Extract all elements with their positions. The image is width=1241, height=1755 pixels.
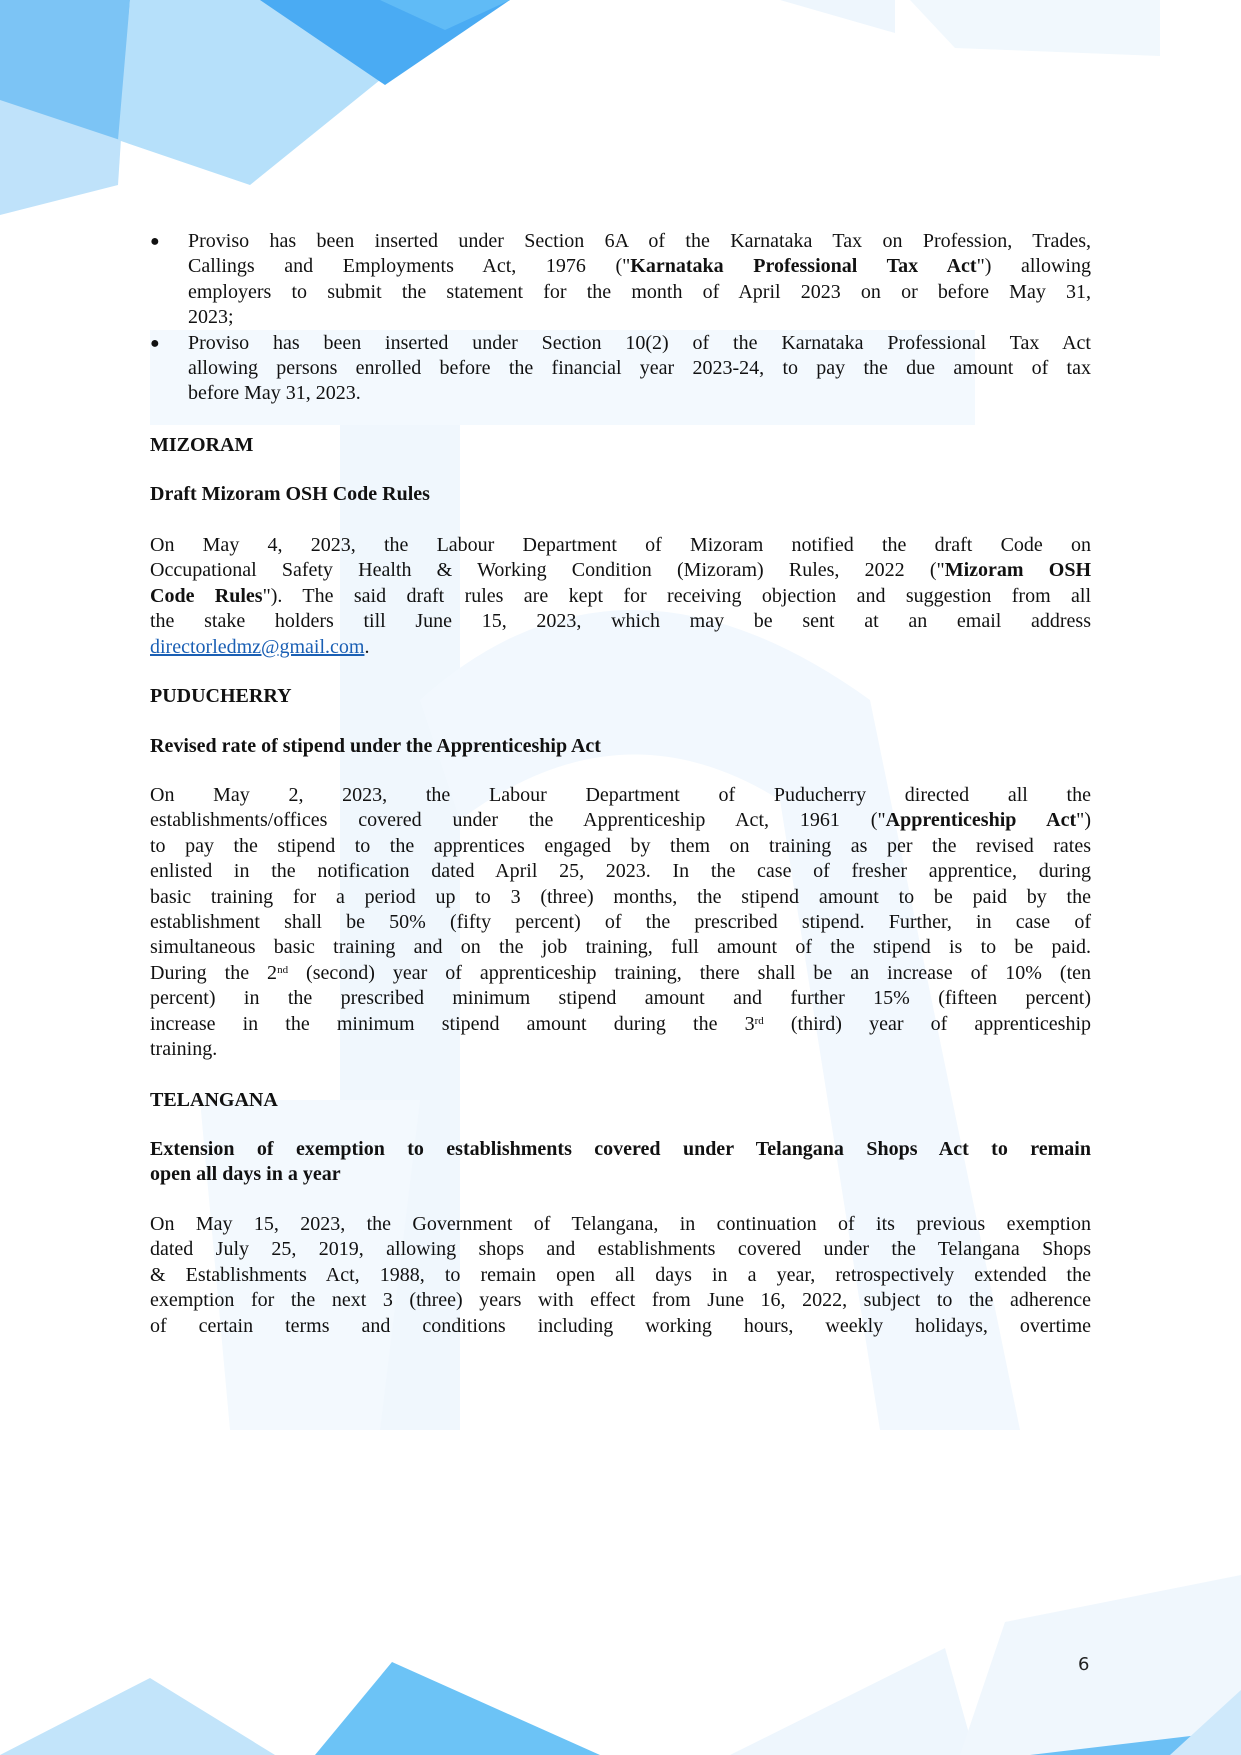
text-line: of certain terms and conditions including working hours, weekly holidays, overtime [150,1314,1091,1337]
text-line: directorledmz@gmail.com. [150,635,370,658]
bold-term: Code Rules [150,584,263,607]
text-line: establishment shall be 50% (fifty percent) of the prescribed stipend. Further, in case of [150,911,1091,934]
bold-term: Karnataka Professional Tax Act [630,255,977,278]
text-line: exemption for the next 3 (three) years with effect from June 16, 2022, subject to the adherence [150,1289,1091,1312]
text-line: open all days in a year [150,1163,341,1186]
text-line: Occupational Safety Health & Working Condition (Mizoram) Rules, 2022 ("Mizoram OSH [150,559,1092,582]
text-line: percent) in the prescribed minimum stipend amount and further 15% (fifteen percent) [150,987,1091,1010]
email-link[interactable]: directorledmz@gmail.com [150,635,365,658]
text-line: Callings and Employments Act, 1976 ("Karnataka Professional Tax Act") allowing [188,255,1091,278]
bold-term: Mizoram OSH [944,559,1092,582]
page-number: 6 [1078,1654,1090,1675]
bullet-item [150,331,1091,407]
paragraph-puducherry [150,783,1091,1062]
bullet-icon: ● [150,233,160,250]
paragraph-telangana [150,1212,1091,1339]
text-line: establishments/offices covered under the Apprenticeship Act, 1961 ("Apprenticeship Act") [150,809,1091,832]
state-heading-puducherry: PUDUCHERRY [150,685,292,707]
text-line: employers to submit the statement for the month of April 2023 on or before May 31, [188,280,1091,303]
text-line: Proviso has been inserted under Section 6A of the Karnataka Tax on Profession, Trades, [188,230,1091,252]
text-line: During the 2nd (second) year of apprenticeship training, there shall be an increase of 10% (ten [150,961,1091,984]
section-heading-mizoram: Draft Mizoram OSH Code Rules [150,483,430,505]
text-line: basic training for a period up to 3 (three) months, the stipend amount to be paid by the [150,885,1091,908]
text-line: before May 31, 2023. [188,382,361,405]
text-line: 2023; [188,306,234,329]
text-line: dated July 25, 2019, allowing shops and establishments covered under the Telangana Shops [150,1238,1091,1261]
bullet-icon: ● [150,334,160,352]
text-line: the stake holders till June 15, 2023, which may be sent at an email address [150,610,1091,633]
text-line: Code Rules"). The said draft rules are kept for receiving objection and suggestion from all [150,584,1091,607]
bullet-item [150,229,1091,331]
section-heading-puducherry: Revised rate of stipend under the Apprenticeship Act [150,735,601,757]
text-line: increase in the minimum stipend amount during the 3rd (third) year of apprenticeship [150,1012,1091,1035]
text-line: Extension of exemption to establishments covered under Telangana Shops Act to remain [150,1138,1091,1160]
text-line: to pay the stipend to the apprentices engaged by them on training as per the revised rates [150,834,1091,857]
bold-term: Apprenticeship Act [885,809,1077,832]
text-line: On May 15, 2023, the Government of Telangana, in continuation of its previous exemption [150,1213,1091,1235]
text-line: On May 2, 2023, the Labour Department of Puducherry directed all the [150,784,1091,806]
text-line: simultaneous basic training and on the job training, full amount of the stipend is to be paid. [150,936,1091,959]
text-line: training. [150,1038,218,1061]
section-heading-telangana [150,1137,1091,1188]
ordinal-suffix: rd [754,1014,764,1027]
text-line: Proviso has been inserted under Section 10(2) of the Karnataka Professional Tax Act [188,331,1091,354]
text-line: On May 4, 2023, the Labour Department of Mizoram notified the draft Code on [150,534,1091,556]
text-line: & Establishments Act, 1988, to remain open all days in a year, retrospectively extended the [150,1263,1091,1286]
state-heading-mizoram: MIZORAM [150,434,254,456]
ordinal-suffix: nd [277,963,289,976]
bullet-list [150,229,1091,407]
paragraph-mizoram [150,533,1091,660]
text-line: enlisted in the notification dated April 25, 2023. In the case of fresher apprentice, during [150,860,1091,883]
text-line: allowing persons enrolled before the financial year 2023-24, to pay the due amount of tax [188,357,1091,380]
state-heading-telangana: TELANGANA [150,1089,278,1111]
